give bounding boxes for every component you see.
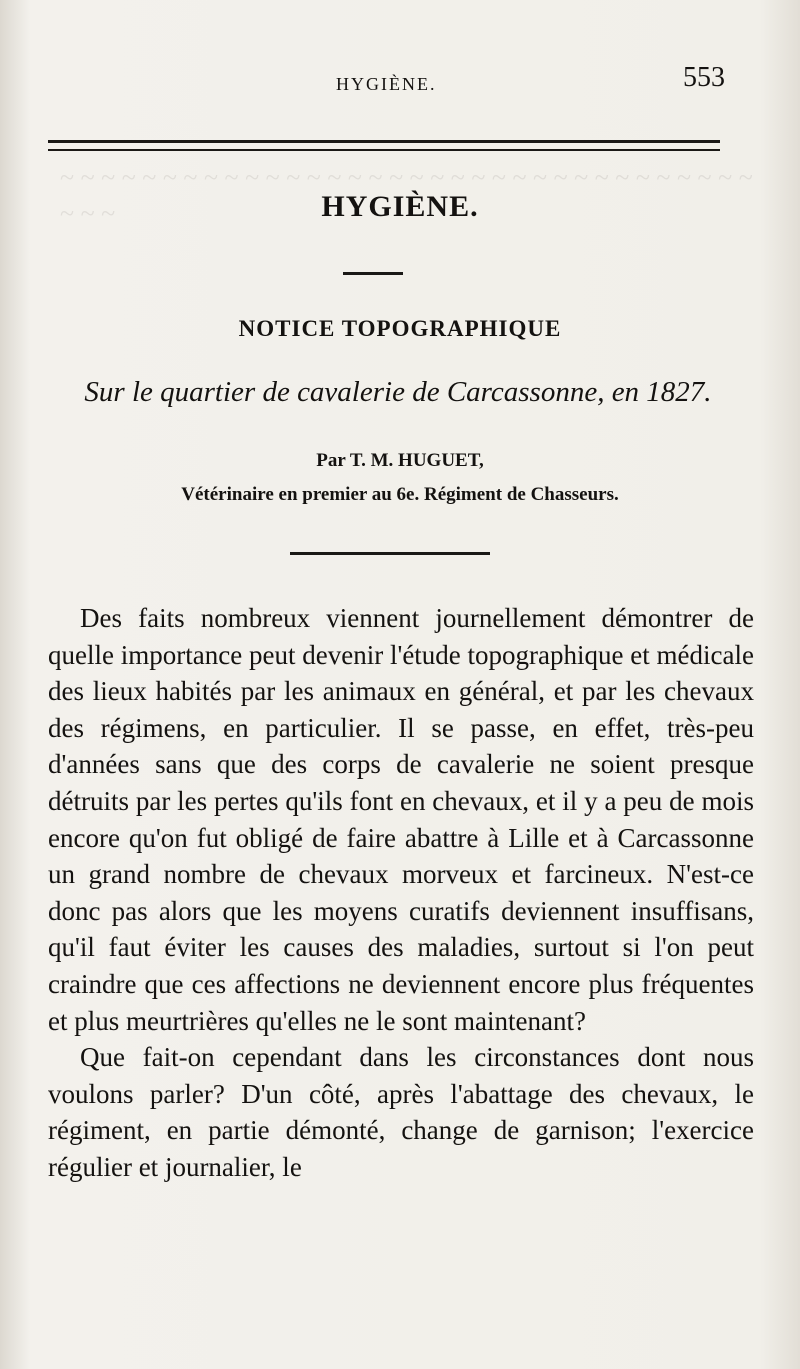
running-head-title: HYGIÈNE.: [336, 74, 437, 94]
author-affiliation: Vétérinaire en premier au 6e. Régiment de Chasseurs.: [181, 484, 619, 505]
article-divider: [290, 552, 490, 555]
article-subtitle: Sur le quartier de cavalerie de Carcassonne, en 1827.: [84, 376, 712, 408]
header-rule-top: [48, 140, 720, 143]
header-rule-bottom: [48, 149, 720, 151]
section-title: HYGIÈNE.: [321, 190, 479, 223]
article-body: [48, 600, 754, 1186]
article-title: NOTICE TOPOGRAPHIQUE: [238, 316, 562, 341]
running-head: [0, 62, 800, 102]
article-byline: Par T. M. HUGUET,: [316, 450, 484, 471]
page-number: 553: [683, 62, 725, 93]
body-paragraph: Des faits nombreux viennent journellement démontrer de quelle importance peut devenir l'étude topographique et médicale des lieux habités par les animaux en général, et par les chevaux des régimens, en particulier. Il se passe, en effet, très-peu d'années sans que des corps de cavalerie ne soient presque détruits par les pertes qu'ils font en chevaux, et il y a peu de mois encore qu'on fut obligé de faire abattre à Lille et à Carcassonne un grand nombre de chevaux morveux et farcineux. N'est-ce donc pas alors que les moyens curatifs deviennent insuffisans, qu'il faut éviter les causes des maladies, surtout si l'on peut craindre que ces affections ne deviennent encore plus fréquentes et plus meurtrières qu'elles ne le sont maintenant?: [48, 603, 754, 1036]
body-paragraph: Que fait-on cependant dans les circonstances dont nous voulons parler? D'un côté, après l'abattage des chevaux, le régiment, en partie démonté, change de garnison; l'exercice régulier et journalier, le: [48, 1042, 754, 1182]
section-divider: [343, 272, 403, 275]
show-through-text: ~ ~ ~ ~ ~ ~ ~ ~ ~ ~ ~ ~ ~ ~ ~ ~ ~ ~ ~ ~ ~ ~ ~ ~ ~ ~ ~ ~ ~ ~ ~ ~ ~ ~ ~ ~ ~: [60, 163, 753, 228]
